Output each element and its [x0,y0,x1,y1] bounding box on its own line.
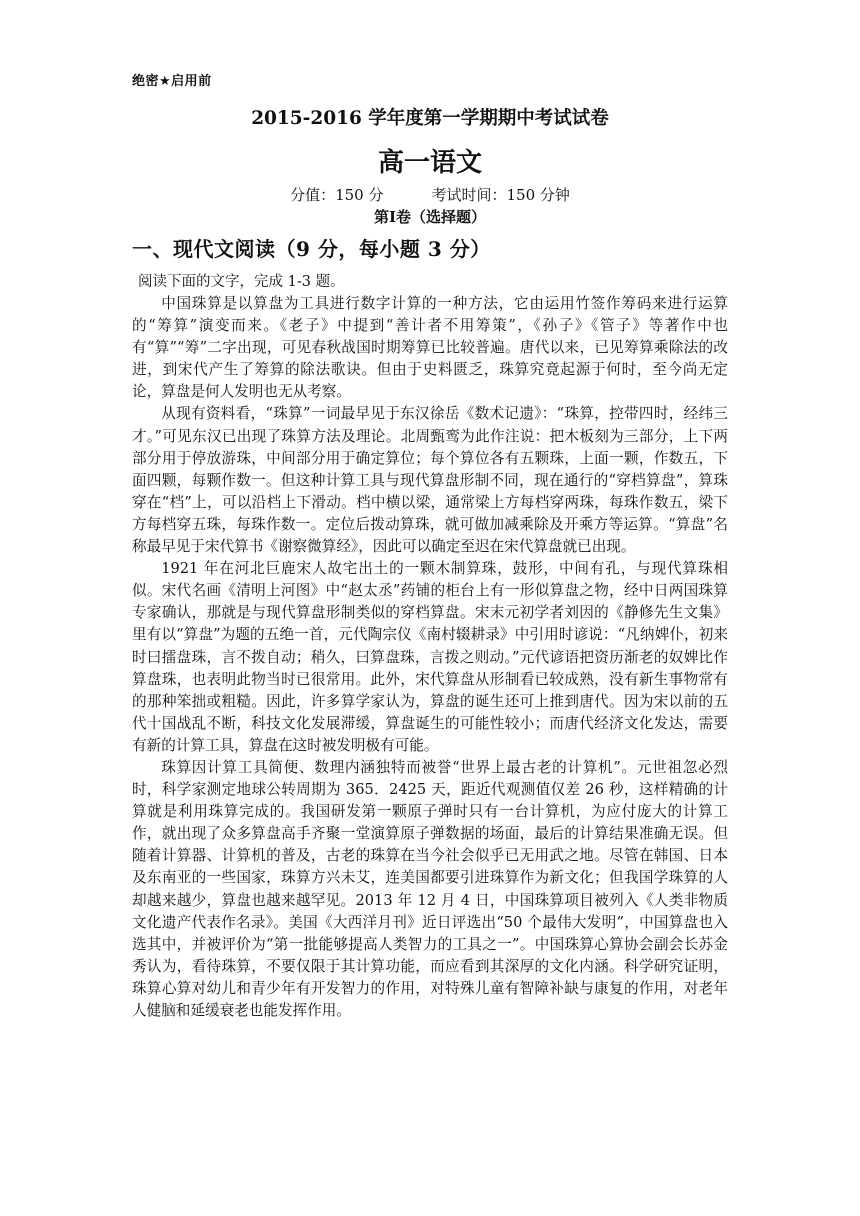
passage-paragraph-3: 1921 年在河北巨鹿宋人故宅出土的一颗木制算珠，鼓形，中间有孔，与现代算珠相似。宋代名画《清明上河图》中“赵太丞”药铺的柜台上有一形似算盘之物，经中日两国珠算专家确认，那就是与现代算盘形制类似的穿档算盘。宋末元初学者刘因的《静修先生文集》里有以“算盘”为题的五绝一首，元代陶宗仪《南村辍耕录》中引用时谚说：“凡纳婢仆，初来时曰擂盘珠，言不拨自动；稍久，曰算盘珠，言拨之则动。”元代谚语把资历渐老的奴婢比作算盘珠，也表明此物当时已很常用。此外，宋代算盘从形制看已较成熟，没有新生事物常有的那种笨拙或粗糙。因此，许多算学家认为，算盘的诞生还可上推到唐代。因为宋以前的五代十国战乱不断，科技文化发展滞缓，算盘诞生的可能性较小；而唐代经济文化发达，需要有新的计算工具，算盘在这时被发明极有可能。 [132,560,728,754]
score-info: 分值：150 分 [290,186,384,204]
passage-paragraph-2: 从现有资料看，“珠算”一词最早见于东汉徐岳《数术记遗》：“珠算，控带四时，经纬三才。”可见东汉已出现了珠算方法及理论。北周甄鸾为此作注说：把木板刻为三部分，上下两部分用于停放游珠，中间部分用于确定算位；每个算位各有五颗珠，上面一颗，作数五，下面四颗，每颗作数一。但这种计算工具与现代算盘形制不同，现在通行的“穿档算盘”，算珠穿在“档”上，可以沿档上下滑动。档中横以梁，通常梁上方每档穿两珠，每珠作数五，梁下方每档穿五珠，每珠作数一。定位后拨动算珠，就可做加减乘除及开乘方等运算。“算盘”名称最早见于宋代算书《谢察微算经》，因此可以确定至迟在宋代算盘就已出现。 [132,405,728,556]
section-title: 一、现代文阅读（9 分，每小题 3 分） [132,237,491,261]
exam-title: 2015-2016 学年度第一学期期中考试试卷 [251,108,609,129]
reading-passage [132,293,728,1022]
time-info: 考试时间：150 分钟 [431,186,570,204]
volume-title: 第Ⅰ卷（选择题） [373,208,487,226]
secret-mark: 绝密★启用前 [132,74,212,89]
section-instruction: 阅读下面的文字，完成 1-3 题。 [138,274,345,290]
exam-meta [0,184,860,205]
passage-paragraph-1: 中国珠算是以算盘为工具进行数字计算的一种方法，它由运用竹签作筹码来进行运算的“筹算”演变而来。《老子》中提到“善计者不用筹策”，《孙子》《管子》等著作中也有“算”“筹”二字出现，可见春秋战国时期筹算已比较普遍。唐代以来，已见筹算乘除法的改进，到宋代产生了筹算的除法歌诀。但由于史料匮乏，珠算究竟起源于何时，至今尚无定论，算盘是何人发明也无从考察。 [132,295,728,401]
passage-paragraph-4: 珠算因计算工具简便、数理内涵独特而被誉“世界上最古老的计算机”。元世祖忽必烈时，科学家测定地球公转周期为 365．2425 天，距近代观测值仅差 26 秒，这样精确的计算就是利用珠算完成的。我国研发第一颗原子弹时只有一台计算机，为应付庞大的计算工作，就出现了众多算盘高手齐聚一堂演算原子弹数据的场面，最后的计算结果准确无误。但随着计算器、计算机的普及，古老的珠算在当今社会似乎已无用武之地。尽管在韩国、日本及东南亚的一些国家，珠算方兴未艾，连美国都要引进珠算作为新文化；但我国学珠算的人却越来越少，算盘也越来越罕见。2013 年 12 月 4 日，中国珠算项目被列入《人类非物质文化遗产代表作名录》。美国《大西洋月刊》近日评选出“50 个最伟大发明”，中国算盘也入选其中，并被评价为“第一批能够提高人类智力的工具之一”。中国珠算心算协会副会长苏金秀认为，看待珠算，不要仅限于其计算功能，而应看到其深厚的文化内涵。科学研究证明，珠算心算对幼儿和青少年有开发智力的作用，对特殊儿童有智障补缺与康复的作用，对老年人健脑和延缓衰老也能发挥作用。 [132,758,728,1019]
subject-title: 高一语文 [377,148,482,178]
